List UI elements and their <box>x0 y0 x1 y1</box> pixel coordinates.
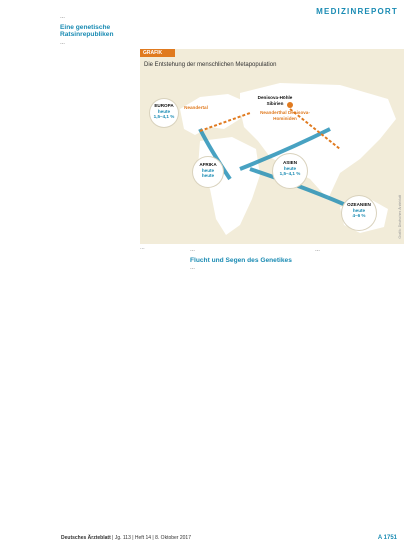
figure-caption: … <box>140 246 145 251</box>
footer-journal: Deutsches Ärzteblatt | Jg. 113 | Heft 14 | 8. Oktober 2017 <box>61 535 191 541</box>
region-label-hominids: Neanderthal Denisova-Hominiden <box>260 110 310 121</box>
section-heading: Flucht und Segen des Genetikes <box>190 256 292 264</box>
text-column-2 <box>190 247 312 527</box>
region-label-asia: ASIEN heute 1,5–4,1 % <box>273 154 307 188</box>
region-label-europe: EUROPA heute 1,5–4,1 % <box>150 99 178 127</box>
region-label-africa: AFRIKA heute heute <box>193 157 223 187</box>
text-column-3 <box>315 247 400 527</box>
body-paragraph: … <box>60 39 65 46</box>
region-label-neandertal: Neandertal <box>184 105 208 110</box>
figure-tag: GRAFIK <box>140 49 175 57</box>
text-column-1 <box>60 14 137 529</box>
page-number: A 1751 <box>377 535 397 541</box>
body-paragraph: … <box>190 247 195 253</box>
region-label-oceania: OZEANIEN heute 4–6 % <box>342 196 376 230</box>
body-paragraph: … <box>315 247 320 253</box>
figure-title: Die Entstehung der menschlichen Metapopulation <box>144 62 277 68</box>
figure-credit: Grafik: Deutsches Ärzteblatt <box>398 195 402 239</box>
section-header: MEDIZINREPORT <box>316 7 398 16</box>
body-paragraph: … <box>190 265 195 272</box>
region-label-denisova-cave: Denisova-Höhle Sibirien <box>257 95 293 106</box>
section-heading: Eine genetische Ratsinrepubliken <box>60 23 114 39</box>
body-paragraph: … <box>60 14 65 20</box>
